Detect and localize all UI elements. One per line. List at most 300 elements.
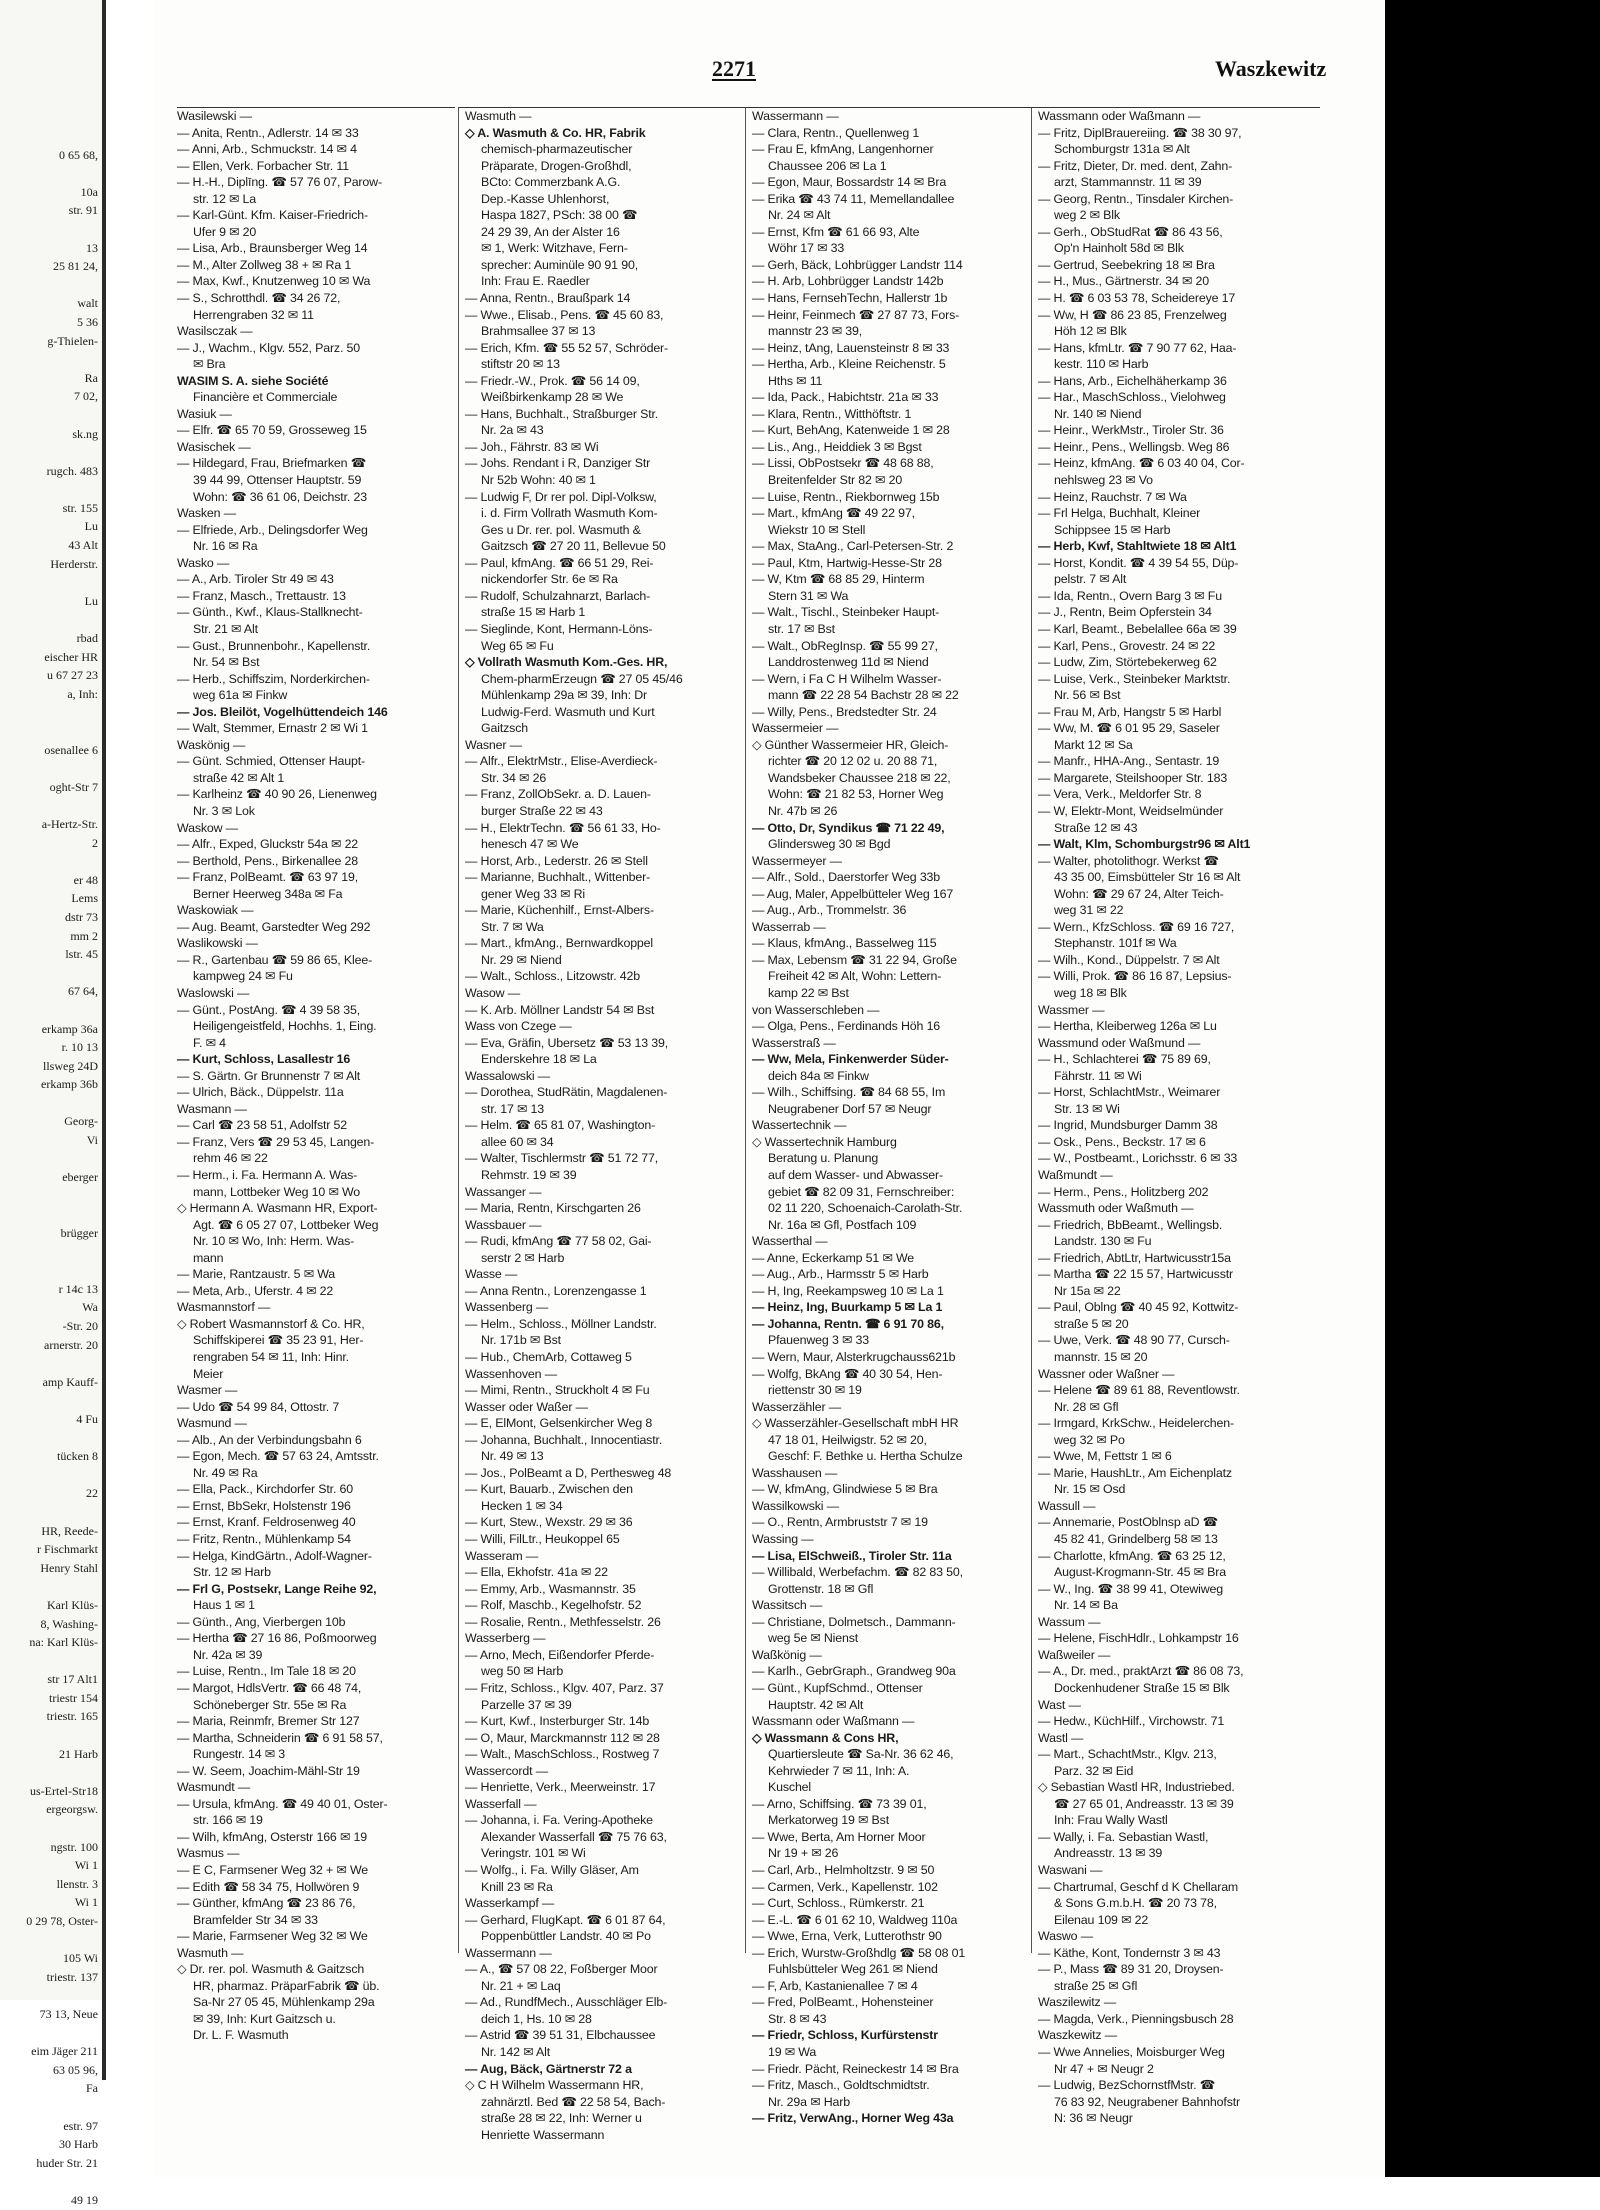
directory-entry-line: — Walt., ObRegInsp. ☎ 55 99 27, [752,638,938,653]
surname-heading: Wassalowski — [465,1068,551,1083]
directory-entry-line: — Helga, KindGärtn., Adolf-Wagner- [177,1548,372,1563]
facing-page-line: a-Hertz-Str. [41,816,98,831]
directory-entry-line: Parz. 32 ✉ Eid [1054,1763,1134,1778]
directory-entry-line: mann ☎ 22 28 54 Bachstr 28 ✉ 22 [768,688,959,703]
directory-entry-line: — Lis., Ang., Heiddiek 3 ✉ Bgst [752,439,922,454]
directory-entry-line: Ges u Dr. rer. pol. Wasmuth & [481,522,641,537]
facing-page-line: Ra [84,370,98,385]
directory-entry-line: — H. Arb, Lohbrügger Landstr 142b [752,274,944,289]
directory-entry-line: Nr. 28 ✉ Gfl [1054,1399,1119,1414]
directory-entry-line: — Annemarie, PostOblnsp aD ☎ [1038,1515,1218,1530]
directory-entry-line: Str. 8 ✉ 43 [768,2011,827,2026]
directory-entry-line: — Günth., Ang, Vierbergen 10b [177,1614,346,1629]
directory-entry-line: rehm 46 ✉ 22 [193,1151,268,1166]
surname-heading: Wasmann — [177,1101,247,1116]
facing-page-line: Wi 1 [74,1858,98,1873]
directory-entry-line: richter ☎ 20 12 02 u. 20 88 71, [768,754,938,769]
directory-entry-line: Henriette Wassermann [481,2127,605,2142]
directory-entry-line: Nr. 140 ✉ Niend [1054,406,1142,421]
surname-heading: Wassermann — [465,1945,552,1960]
directory-entry-line: Grottenstr. 18 ✉ Gfl [768,1581,874,1596]
directory-entry-line: stiftstr 20 ✉ 13 [481,357,560,372]
surname-heading: Waszilewitz — [1038,1995,1117,2010]
directory-entry-line: — Hedw., KüchHilf., Virchowstr. 71 [1038,1714,1225,1729]
directory-entry-line: — Manfr., HHA-Ang., Sentastr. 19 [1038,754,1220,769]
facing-page-line [0,610,102,629]
facing-page-line: lstr. 45 [65,947,98,962]
directory-entry-line: — Paul, kfmAng. ☎ 66 51 29, Rei- [465,555,654,570]
directory-entry-line: — Martha, Schneiderin ☎ 6 91 58 57, [177,1730,383,1745]
directory-entry-line: — Günt. Schmied, Ottenser Haupt- [177,754,366,769]
directory-entry-line: ☎ 27 65 01, Andreasstr. 13 ✉ 39 [1054,1796,1234,1811]
directory-entry-line: — Otto, Dr, Syndikus ☎ 71 22 49, [752,820,945,835]
directory-entry-line: Höh 12 ✉ Blk [1054,324,1127,339]
directory-entry-line: Parzelle 37 ✉ 39 [481,1697,572,1712]
directory-entry-line: mann, Lottbeker Weg 10 ✉ Wo [193,1184,361,1199]
directory-entry-line: — Wern., KfzSchloss. ☎ 69 16 727, [1038,919,1235,934]
directory-entry-line: — Berthold, Pens., Birkenallee 28 [177,853,359,868]
directory-entry-line: Str. 12 ✉ Harb [193,1565,271,1580]
directory-entry-line: Op'n Hainholt 58d ✉ Blk [1054,241,1184,256]
directory-entry-line: Schiffskiperei ☎ 35 23 91, Her- [193,1333,364,1348]
directory-entry-line: Wohn: ☎ 36 61 06, Deichstr. 23 [193,489,367,504]
directory-entry-line: — Anna, Rentn., Braußpark 14 [465,291,631,306]
directory-entry-line: — Horst, SchlachtMstr., Weimarer [1038,1085,1221,1100]
directory-entry-line: — A., Dr. med., praktArzt ☎ 86 08 73, [1038,1664,1244,1679]
directory-column-4 [1031,107,1320,2126]
directory-entry-line: — Klaus, kfmAng., Basselweg 115 [752,936,937,951]
directory-entry-line: — Sieglinde, Kont, Hermann-Löns- [465,621,653,636]
directory-entry-line: Glindersweg 30 ✉ Bgd [768,837,891,852]
directory-entry-line: Hecken 1 ✉ 34 [481,1498,563,1513]
directory-entry-line: — Wern, Maur, Alsterkrugchauss621b [752,1350,956,1365]
directory-entry-line: Str. 21 ✉ Alt [193,621,258,636]
directory-entry-line: — Wilh., Kond., Düppelstr. 7 ✉ Alt [1038,952,1220,967]
surname-heading: Wasse — [465,1267,518,1282]
directory-entry-line: — H., ElektrTechn. ☎ 56 61 33, Ho- [465,820,661,835]
facing-page-line: sk.ng [72,426,98,441]
directory-entry-line: Mühlenkamp 29a ✉ 39, Inh: Dr [481,688,647,703]
facing-page-line: u 67 27 23 [47,668,98,683]
directory-entry-line: — Frl G, Postsekr, Lange Reihe 92, [177,1581,377,1596]
surname-heading: Wassilkowski — [752,1498,839,1513]
directory-entry-line: — Franz, Masch., Trettaustr. 13 [177,588,346,603]
directory-entry-line: — Wolfg., i. Fa. Willy Gläser, Am [465,1862,639,1877]
facing-page-line [0,350,102,369]
directory-entry-line: — Luise, Rentn., Riekbornweg 15b [752,489,940,504]
directory-entry-line: — Friedrich, BbBeamt., Wellingsb. [1038,1217,1223,1232]
directory-entry-line: zahnärztl. Bed ☎ 22 58 54, Bach- [481,2094,666,2109]
directory-entry-line: — Marie, Küchenhilf., Ernst-Albers- [465,903,654,918]
directory-entry-line: Kuschel [768,1780,812,1795]
directory-entry-line: — Rolf, Maschb., Kegelhofstr. 52 [465,1598,642,1613]
directory-entry-line: Präparate, Drogen-Großhdl, [481,158,632,173]
directory-entry-line: — Paul, Oblng ☎ 40 45 92, Kottwitz- [1038,1300,1239,1315]
directory-entry-line: str. 17 ✉ Bst [768,621,835,636]
surname-heading: Wassenhoven — [465,1366,557,1381]
directory-entry-line: — Walt., Tischl., Steinbeker Haupt- [752,605,940,620]
directory-entry-line: — Heinz, Ing, Buurkamp 5 ✉ La 1 [752,1300,943,1315]
directory-entry-line: — Willi, FilLtr., Heukoppel 65 [465,1532,620,1547]
directory-entry-line: — E.-L. ☎ 6 01 62 10, Waldweg 110a [752,1912,958,1927]
facing-page-line: eim Jäger 211 [31,2044,98,2059]
facing-page-line [0,1577,102,1596]
directory-entry-line: — Heinz, Rauchstr. 7 ✉ Wa [1038,489,1187,504]
directory-entry-line: 24 29 39, An der Alster 16 [481,224,620,239]
directory-entry-line: Quartiersleute ☎ Sa-Nr. 36 62 46, [768,1747,954,1762]
directory-entry-line: — Frau M, Arb, Hangstr 5 ✉ Harbl [1038,704,1222,719]
surname-heading: Wasmund — [177,1416,247,1431]
facing-page-line [0,1150,102,1169]
directory-entry-line: — Wwe, Erna, Verk, Lutterothstr 90 [752,1929,942,1944]
directory-entry-line: — Astrid ☎ 39 51 31, Elbchaussee [465,2028,656,2043]
directory-entry-line: — Rudolf, Schulzahnarzt, Barlach- [465,588,651,603]
directory-entry-line: Schöneberger Str. 55e ✉ Ra [193,1697,347,1712]
directory-entry-line: Haspa 1827, PSch: 38 00 ☎ [481,208,638,223]
directory-entry-line: — Lissi, ObPostsekr ☎ 48 68 88, [752,456,934,471]
directory-entry-line: — Aug., Arb., Harmsstr 5 ✉ Harb [752,1267,929,1282]
directory-entry-line: Weißbirkenkamp 28 ✉ We [481,390,624,405]
directory-entry-line: Nr. 24 ✉ Alt [768,208,831,223]
directory-entry-line: — Käthe, Kont, Tondernstr 3 ✉ 43 [1038,1945,1221,1960]
directory-entry-line: mannstr 23 ✉ 39, [768,324,863,339]
directory-entry-line: — Karl-Günt. Kfm. Kaiser-Friedrich- [177,208,368,223]
directory-entry-line: Nr. 49 ✉ Ra [193,1465,258,1480]
directory-entry-line: — Gerh., ObStudRat ☎ 86 43 56, [1038,224,1223,239]
directory-column-1 [177,107,455,2043]
directory-entry-line: — Willibald, Werbefachm. ☎ 82 83 50, [752,1565,963,1580]
surname-heading: Wassenberg — [465,1300,549,1315]
directory-entry-line: ✉ Bra [193,357,226,372]
directory-entry-line: — Günth., Kwf., Klaus-Stallknecht- [177,605,363,620]
directory-entry-line: — Ludwig F, Dr rer pol. Dipl-Volksw, [465,489,657,504]
directory-entry-line: — Kurt, Bauarb., Zwischen den [465,1482,633,1497]
directory-entry-line: — Gerhard, FlugKapt. ☎ 6 01 87 64, [465,1912,666,1927]
directory-entry-line: — Kurt, Schloss, Lasallestr 16 [177,1052,351,1067]
directory-entry-line: str. 17 ✉ 13 [481,1101,544,1116]
facing-page-line: str. 155 [62,500,98,515]
directory-entry-line: Dep.-Kasse Uhlenhorst, [481,191,610,206]
directory-entry-line: — Hertha, Arb., Kleine Reichenstr. 5 [752,357,946,372]
directory-entry-line: — O, Maur, Marckmannstr 112 ✉ 28 [465,1730,660,1745]
directory-entry-line: — Friedr.-W., Prok. ☎ 56 14 09, [465,373,640,388]
directory-entry-line: — Heinr., Pens., Wellingsb. Weg 86 [1038,439,1230,454]
directory-entry-line: — Walt, Klm, Schomburgstr96 ✉ Alt1 [1038,837,1251,852]
facing-page-line [0,1391,102,1410]
facing-page-line: Georg- [64,1114,98,1129]
directory-entry-line: — Heinz, kfmAng. ☎ 6 03 40 04, Cor- [1038,456,1245,471]
directory-entry-line: — Friedr, Schloss, Kurfürstenstr [752,2028,938,2043]
directory-entry-line: — Kurt, Kwf., Insterburger Str. 14b [465,1714,650,1729]
facing-page-line: Wa [82,1300,98,1315]
directory-entry-line: ◇ Robert Wasmannstorf & Co. HR, [177,1316,365,1331]
directory-entry-line: Wiekstr 10 ✉ Stell [768,522,866,537]
directory-entry-line: — Max, Lebensm ☎ 31 22 94, Große [752,952,957,967]
directory-entry-line: — Arno, Mech, Eißendorfer Pferde- [465,1647,655,1662]
surname-heading: Wasilewski — [177,109,252,123]
directory-entry-line: — Horst, Arb., Lederstr. 26 ✉ Stell [465,853,648,868]
directory-entry-line: Schomburgstr 131a ✉ Alt [1054,142,1190,157]
facing-page-line: brügger [60,1226,98,1241]
directory-entry-line: ◇ C H Wilhelm Wassermann HR, [465,2078,644,2093]
directory-entry-line: — Walt, Stemmer, Ernastr 2 ✉ Wi 1 [177,721,368,736]
directory-entry-line: — Chartrumal, Geschf d K Chellaram [1038,1879,1239,1894]
directory-entry-line: — Georg, Rentn., Tinsdaler Kirchen- [1038,191,1234,206]
directory-entry-line: — Franz, PolBeamt. ☎ 63 97 19, [177,870,359,885]
directory-entry-line: — Ellen, Verk. Forbacher Str. 11 [177,158,349,173]
directory-entry-line: Financière et Commerciale [193,390,338,405]
surname-heading: Wassercordt — [465,1763,548,1778]
directory-entry-line: nickendorfer Str. 6e ✉ Ra [481,572,618,587]
facing-page-line: er 48 [73,872,98,887]
directory-entry-line: Wandsbeker Chaussee 218 ✉ 22, [768,770,951,785]
surname-heading: Wasseram — [465,1548,539,1563]
surname-heading: Wassermeier — [752,721,839,736]
directory-entry-line: — Udo ☎ 54 99 84, Ottostr. 7 [177,1399,340,1414]
facing-page-line [0,1986,102,2005]
directory-entry-line: — E C, Farmsener Weg 32 + ✉ We [177,1862,369,1877]
directory-entry-line: — Günt., KupfSchmd., Ottenser [752,1680,923,1695]
directory-entry-line: Merkatorweg 19 ✉ Bst [768,1813,890,1828]
directory-entry-line: Dockenhudener Straße 15 ✉ Blk [1054,1680,1230,1695]
facing-page-line: 49 19 [71,2192,98,2207]
directory-entry-line: Nr. 16 ✉ Ra [193,539,258,554]
facing-page-line: osenallee 6 [44,742,98,757]
directory-entry-line: — W, kfmAng, Glindwiese 5 ✉ Bra [752,1482,938,1497]
directory-entry-line: WASIM S. A. siehe Société [177,373,329,388]
directory-entry-line: — Vera, Verk., Meldorfer Str. 8 [1038,787,1202,802]
directory-entry-line: Nr. 21 + ✉ Laq [481,1978,561,1993]
surname-heading: Wassmer — [1038,1002,1105,1017]
facing-page-line: eischer HR [44,649,98,664]
surname-heading: Wasken — [177,506,236,521]
directory-entry-line: — Ella, Ekhofstr. 41a ✉ 22 [465,1565,608,1580]
directory-entry-line: — Ida, Pack., Habichtstr. 21a ✉ 33 [752,390,939,405]
facing-page-line [0,1261,102,1280]
directory-entry-line: rengraben 54 ✉ 11, Inh: Hinr. [193,1350,349,1365]
directory-entry-line: — Meta, Arb., Uferstr. 4 ✉ 22 [177,1283,334,1298]
surname-heading: Wassner oder Waßner — [1038,1366,1175,1381]
directory-entry-line: — Marie, HaushLtr., Am Eichenplatz [1038,1465,1232,1480]
facing-page-line: str 17 Alt1 [47,1672,98,1687]
directory-entry-line: Nr. 15 ✉ Osd [1054,1482,1126,1497]
surname-heading: Wass von Czege — [465,1019,572,1034]
facing-page-line: Herderstr. [50,556,98,571]
directory-entry-line: — Fritz, Rentn., Mühlenkamp 54 [177,1532,351,1547]
directory-entry-line: ◇ Vollrath Wasmuth Kom.-Ges. HR, [465,655,668,670]
directory-entry-line: — Martha ☎ 22 15 57, Hartwicusstr [1038,1267,1234,1282]
directory-entry-line: — Horst, Kondit. ☎ 4 39 54 55, Düp- [1038,555,1239,570]
facing-page-line: llenstr. 3 [56,1876,98,1891]
facing-page-line: 8, Washing- [40,1616,98,1631]
directory-entry-line: Hauptstr. 42 ✉ Alt [768,1697,864,1712]
facing-page-line: arnerstr. 20 [44,1337,98,1352]
facing-page-line: 105 Wi [63,1951,98,1966]
surname-heading: Waswani — [1038,1862,1103,1877]
directory-entry-line: — R., Gartenbau ☎ 59 86 65, Klee- [177,952,373,967]
directory-entry-line: Rungestr. 14 ✉ 3 [193,1747,286,1762]
facing-page-line [0,480,102,499]
facing-page-line: Henry Stahl [40,1560,98,1575]
directory-entry-line: Poppenbüttler Landstr. 40 ✉ Po [481,1929,651,1944]
directory-entry-line: Pfauenweg 3 ✉ 33 [768,1333,869,1348]
directory-entry-line: — W. Seem, Joachim-Mähl-Str 19 [177,1763,360,1778]
directory-entry-line: Haus 1 ✉ 1 [193,1598,255,1613]
page-number: 2271 [712,56,756,81]
directory-entry-line: — H., Schlachterei ☎ 75 89 69, [1038,1052,1211,1067]
directory-entry-line: — Fritz, Schloss., Klgv. 407, Parz. 37 [465,1680,664,1695]
surname-heading: Wassull — [1038,1498,1096,1513]
directory-entry-line: — Gust., Brunnenbohr., Kapellenstr. [177,638,371,653]
facing-page-line: str. 91 [68,203,98,218]
directory-entry-line: Rehmstr. 19 ✉ 39 [481,1168,577,1182]
directory-entry-line: Nr. 3 ✉ Lok [193,803,255,818]
surname-heading: Wasmus — [177,1846,240,1861]
directory-entry-line: chemisch-pharmazeutischer [481,142,633,157]
directory-entry-line: — Fred, PolBeamt., Hohensteiner [752,1995,934,2010]
directory-entry-line: — Hans, Arb., Eichelhäherkamp 36 [1038,373,1227,388]
surname-heading: Waszkewitz — [1038,2028,1117,2043]
facing-page-line [0,964,102,983]
directory-entry-line: — Herm., Pens., Holitzberg 202 [1038,1184,1209,1199]
directory-entry-line: — E, ElMont, Gelsenkircher Weg 8 [465,1416,653,1431]
facing-page-line: rugch. 483 [46,463,98,478]
directory-entry-line: Ludwig-Ferd. Wasmuth und Kurt [481,704,655,719]
directory-entry-line: — Fritz, VerwAng., Horner Weg 43a [752,2111,954,2126]
directory-entry-line: Nr 15a ✉ 22 [1054,1283,1121,1298]
directory-entry-line: — Olga, Pens., Ferdinands Höh 16 [752,1019,941,1034]
facing-page-line: a, Inh: [67,686,98,701]
directory-entry-line: Nr. 142 ✉ Alt [481,2044,551,2059]
facing-page-line: Lu [84,519,98,534]
surname-heading: Wasmundt — [177,1780,251,1795]
directory-entry-line: Nr. 29 ✉ Niend [481,952,562,967]
directory-entry-line: ◇ Günther Wassermeier HR, Gleich- [752,737,949,752]
surname-heading: Wasow — [465,985,520,1000]
directory-entry-line: gener Weg 33 ✉ Ri [481,886,586,901]
directory-entry-line: — Irmgard, KrkSchw., Heidelerchen- [1038,1416,1234,1431]
directory-entry-line: — Ernst, Kranf. Feldrosenweg 40 [177,1515,356,1530]
directory-entry-line: — Luise, Verk., Steinbeker Marktstr. [1038,671,1231,686]
directory-entry-line: 19 ✉ Wa [768,2044,817,2059]
directory-entry-line: — Anna Rentn., Lorenzengasse 1 [465,1283,647,1298]
directory-entry-line: N: 36 ✉ Neugr [1054,2111,1133,2126]
directory-entry-line: Eilenau 109 ✉ 22 [1054,1912,1149,1927]
directory-entry-line: — Lisa, Arb., Braunsberger Weg 14 [177,241,368,256]
directory-entry-line: Chaussee 206 ✉ La 1 [768,158,887,173]
directory-entry-line: F. ✉ 4 [193,1035,226,1050]
directory-entry-line: ◇ Wassmann & Cons HR, [752,1730,899,1745]
directory-entry-line: Berner Heerweg 348a ✉ Fa [193,886,343,901]
directory-entry-line: — W, Elektr-Mont, Weidselmünder [1038,803,1224,818]
facing-page-line: 2 [92,835,98,850]
directory-entry-line: — Marie, Rantzaustr. 5 ✉ Wa [177,1267,336,1282]
facing-page-line: 5 36 [77,314,98,329]
facing-page-line: eberger [62,1170,98,1185]
facing-page-line: -Str. 20 [62,1319,98,1333]
directory-entry-line: — Carl, Arb., Helmholtzstr. 9 ✉ 50 [752,1862,935,1877]
directory-entry-line: gebiet ☎ 82 09 31, Fernschreiber: [768,1184,955,1199]
directory-entry-line: Bramfelder Str 34 ✉ 33 [193,1912,318,1927]
directory-entry-line: — Ad., RundfMech., Ausschläger Elb- [465,1995,668,2010]
directory-entry-line: Str. 34 ✉ 26 [481,770,547,785]
directory-entry-line: — Hertha, Kleiberweg 126a ✉ Lu [1038,1019,1217,1034]
directory-entry-line: — Charlotte, kfmAng. ☎ 63 25 12, [1038,1548,1226,1563]
directory-entry-line: — Aug. Beamt, Garstedter Weg 292 [177,919,371,934]
facing-page-line: 10a [80,184,98,199]
directory-entry-line: — Luise, Rentn., Im Tale 18 ✉ 20 [177,1664,356,1679]
directory-entry-line: Nr 19 + ✉ 26 [768,1846,839,1861]
directory-entry-line: Inh: Frau Wally Wastl [1054,1813,1168,1828]
facing-page-line: Lu [84,593,98,608]
surname-heading: Wassermeyer — [752,853,842,868]
directory-entry-line: ◇ Wassertechnik Hamburg [752,1134,897,1149]
directory-entry-line: 47 18 01, Heilwigstr. 52 ✉ 20, [768,1432,927,1447]
black-background [1385,0,1600,2177]
directory-entry-line: nehlsweg 23 ✉ Vo [1054,473,1153,488]
facing-page-line [0,2024,102,2043]
directory-entry-line: kampweg 24 ✉ Fu [193,969,293,984]
directory-entry-line: — Rosalie, Rentn., Methfesselstr. 26 [465,1614,661,1629]
directory-entry-line: Weg 65 ✉ Fu [481,638,554,653]
surname-heading: Wassanger — [465,1184,542,1199]
facing-page-line: g-Thielen- [47,333,98,348]
directory-entry-line: Knill 23 ✉ Ra [481,1879,553,1894]
directory-entry-line: — Heinz, tAng, Lauensteinstr 8 ✉ 33 [752,340,950,355]
directory-entry-line: Nr. 171b ✉ Bst [481,1333,561,1348]
surname-heading: Wasserfall — [465,1796,537,1811]
directory-entry-line: — Hertha ☎ 27 16 86, Poßmoorweg [177,1631,377,1646]
directory-entry-line: — Johanna, i. Fa. Vering-Apotheke [465,1813,653,1828]
directory-entry-line: — Erika ☎ 43 74 11, Memellandallee [752,191,955,206]
directory-entry-line: — K. Arb. Möllner Landstr 54 ✉ Bst [465,1002,655,1017]
facing-page-line [0,703,102,722]
directory-entry-line: — Ursula, kfmAng. ☎ 49 40 01, Oster- [177,1796,388,1811]
surname-heading: Waßkönig — [752,1647,822,1662]
directory-entry-line: deich 84a ✉ Finkw [768,1068,869,1083]
directory-entry-line: weg 50 ✉ Harb [481,1664,564,1679]
directory-entry-line: — Maria, Rentn, Kirschgarten 26 [465,1201,641,1216]
surname-heading: Wasserkampf — [465,1896,555,1911]
directory-entry-line: sprecher: Auminüle 90 91 90, [481,257,638,272]
directory-entry-line: ◇ Wasserzähler-Gesellschaft mbH HR [752,1416,959,1431]
directory-entry-line: Neugrabener Dorf 57 ✉ Neugr [768,1101,932,1116]
directory-entry-line: 43 35 00, Eimsbütteler Str 16 ✉ Alt [1054,870,1241,885]
directory-entry-line: — Paul, Ktm, Hartwig-Hesse-Str 28 [752,555,942,570]
facing-page-line [0,2098,102,2117]
surname-heading: Wasserzähler — [752,1399,842,1414]
directory-entry-line: ◇ Dr. rer. pol. Wasmuth & Gaitzsch [177,1962,365,1977]
facing-page-line: Vi [86,1133,98,1148]
directory-entry-line: — Hub., ChemArb, Cottaweg 5 [465,1350,632,1365]
directory-entry-line: — Magda, Verk., Pienningsbusch 28 [1038,2011,1234,2026]
directory-entry-line: — Hildegard, Frau, Briefmarken ☎ [177,456,366,471]
directory-entry-line: 76 83 92, Neugrabener Bahnhofstr [1054,2094,1241,2109]
facing-page-line [0,1243,102,1262]
directory-entry-line: deich 1, Hs. 10 ✉ 28 [481,2011,592,2026]
facing-page-line: Karl Klüs- [47,1597,98,1612]
directory-entry-line: — Willy, Pens., Bredstedter Str. 24 [752,704,937,719]
directory-entry-line: — Ida, Rentn., Overn Barg 3 ✉ Fu [1038,588,1222,603]
directory-entry-line: — Wolfg, BkAng ☎ 40 30 54, Hen- [752,1366,943,1381]
directory-entry-line: — Ww, M. ☎ 6 01 95 29, Saseler [1038,721,1220,736]
facing-page-line: llsweg 24D [43,1058,98,1073]
surname-heading: Wasmer — [177,1383,238,1398]
directory-column-2 [458,107,747,2142]
directory-entry-line: — Hans, Buchhalt., Straßburger Str. [465,406,659,421]
directory-entry-line: Veringstr. 101 ✉ Wi [481,1846,586,1861]
directory-entry-line: — Edith ☎ 58 34 75, Hollwören 9 [177,1879,360,1894]
